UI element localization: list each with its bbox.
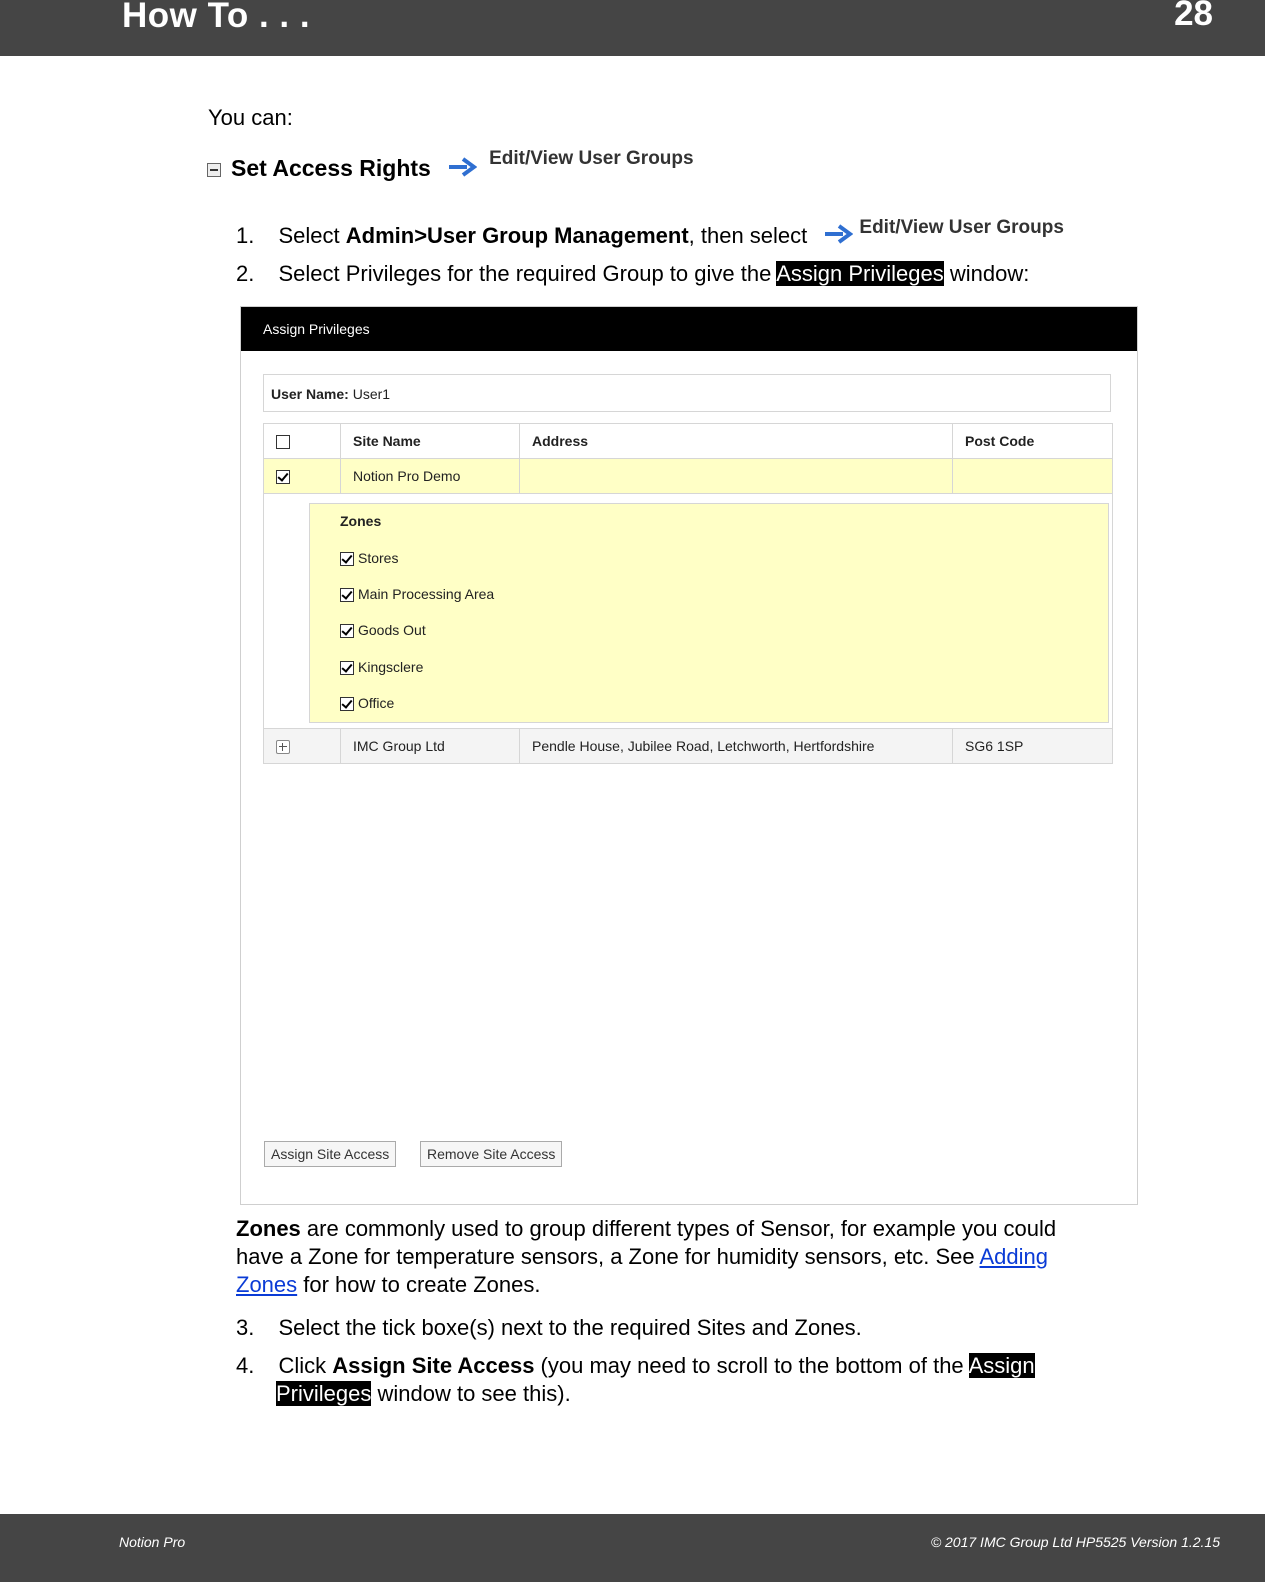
assign-site-access-button[interactable]: Assign Site Access (264, 1141, 396, 1167)
step-4 (236, 1352, 1136, 1408)
zone-item[interactable] (340, 693, 394, 713)
zone-item[interactable] (340, 584, 494, 604)
row-expand-cell (264, 729, 341, 764)
site-address: Pendle House, Jubilee Road, Letchworth, Hertfordshire (520, 729, 953, 764)
intro-text: You can: (208, 105, 293, 130)
button-reference: Assign Site Access (332, 1353, 535, 1378)
column-header: Address (520, 424, 953, 459)
step-3 (236, 1314, 862, 1342)
step-number: 3. (236, 1315, 255, 1340)
zone-checkbox[interactable] (340, 697, 354, 711)
step-text: , then select (688, 223, 808, 248)
zones-note (236, 1215, 1136, 1299)
step-text: window: (943, 261, 1030, 286)
user-name-label: User Name: (271, 386, 349, 402)
step-text: Select the tick boxe(s) next to the required Sites and Zones. (278, 1315, 862, 1340)
step-text: Select (278, 223, 346, 248)
site-checkbox[interactable] (276, 470, 290, 484)
step-text: window to see this). (371, 1381, 571, 1406)
table-header (264, 424, 1113, 459)
page-number: 28 (1174, 0, 1213, 33)
row-checkbox-cell (264, 459, 341, 494)
site-postcode (953, 459, 1113, 494)
zone-checkbox[interactable] (340, 588, 354, 602)
step-text: (you may need to scroll to the bottom of the (534, 1353, 969, 1378)
step-text: Click (278, 1353, 333, 1378)
user-name-box (263, 374, 1111, 412)
header-title: How To . . . (122, 0, 311, 35)
section-title: Set Access Rights (231, 155, 431, 181)
site-name: IMC Group Ltd (341, 729, 520, 764)
arrow-icon (823, 223, 853, 252)
step-2 (236, 260, 1029, 288)
footer-copyright: © 2017 IMC Group Ltd HP5525 Version 1.2.15 (930, 1534, 1220, 1550)
assign-privileges-window (240, 306, 1138, 1205)
section-heading (207, 148, 694, 194)
site-postcode: SG6 1SP (953, 729, 1113, 764)
step-number: 2. (236, 261, 255, 286)
highlighted-term: Assign (968, 1353, 1035, 1378)
collapse-icon[interactable] (207, 163, 221, 177)
arrow-icon (447, 156, 477, 185)
remove-site-access-button[interactable]: Remove Site Access (420, 1141, 562, 1167)
zone-item[interactable] (340, 657, 423, 677)
zone-label: Kingsclere (358, 659, 424, 675)
edit-view-user-groups-link[interactable]: Edit/View User Groups (859, 217, 1064, 238)
note-text: have a Zone for temperature sensors, a Zone for humidity sensors, etc. See (236, 1244, 980, 1269)
note-text: are commonly used to group different types of Sensor, for example you could (300, 1216, 1057, 1241)
expand-icon[interactable] (276, 740, 290, 754)
page-footer (0, 1514, 1265, 1582)
zone-label: Main Processing Area (358, 586, 495, 602)
zone-label: Stores (358, 550, 399, 566)
zones-title: Zones (340, 513, 382, 529)
zone-checkbox[interactable] (340, 552, 354, 566)
column-header: Post Code (953, 424, 1113, 459)
zone-item[interactable] (340, 620, 426, 640)
site-address (520, 459, 953, 494)
select-all-checkbox[interactable] (276, 435, 290, 449)
site-name: Notion Pro Demo (341, 459, 520, 494)
note-text: for how to create Zones. (297, 1272, 541, 1297)
step-text: Select Privileges for the required Group to give the (278, 261, 777, 286)
zone-item[interactable] (340, 548, 398, 568)
table-row[interactable] (264, 729, 1113, 764)
footer-product: Notion Pro (119, 1534, 186, 1550)
zone-label: Office (358, 695, 395, 711)
menu-path: Admin>User Group Management (345, 223, 689, 248)
adding-zones-link[interactable]: Zones (236, 1272, 298, 1297)
step-number: 4. (236, 1353, 255, 1378)
user-name-value: User1 (352, 386, 391, 402)
highlighted-term: Assign Privileges (776, 261, 944, 286)
page-header (0, 0, 1265, 56)
zone-checkbox[interactable] (340, 624, 354, 638)
note-bold: Zones (236, 1216, 301, 1241)
window-title: Assign Privileges (241, 307, 1137, 351)
zone-checkbox[interactable] (340, 661, 354, 675)
adding-zones-link[interactable]: Adding (979, 1244, 1049, 1269)
table-row[interactable] (264, 459, 1113, 494)
zones-panel (309, 503, 1109, 723)
column-header: Site Name (341, 424, 520, 459)
step-1 (236, 217, 1064, 252)
highlighted-term: Privileges (276, 1381, 372, 1406)
step-number: 1. (236, 223, 255, 248)
select-all-cell (264, 424, 341, 459)
zone-label: Goods Out (358, 622, 426, 638)
edit-view-user-groups-link[interactable]: Edit/View User Groups (489, 148, 694, 169)
